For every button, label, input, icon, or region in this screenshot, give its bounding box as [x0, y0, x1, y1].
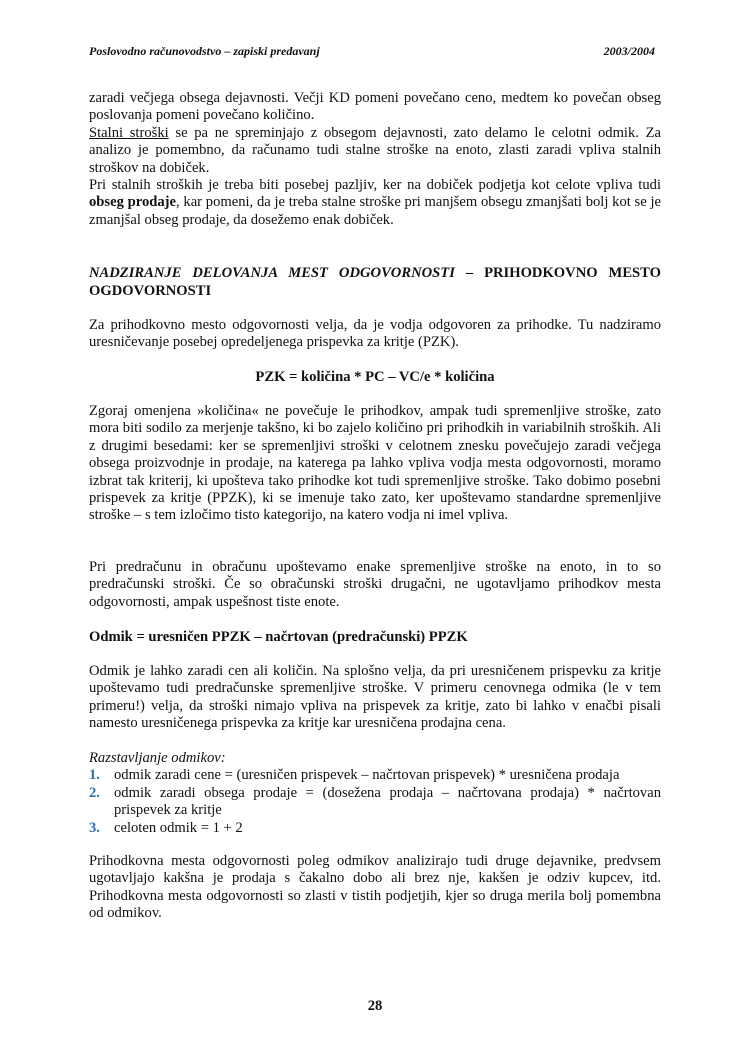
para-3: Pri predračunu in obračunu upoštevamo enake spremenljive stroške na enoto, in to so predračunski stroški. Če so obračunski stroški drugačni, ne ugotavljamo prihodkov mesta odgovornosti, ampak uspešnost tiste enote.: [89, 559, 661, 610]
odmiki-list: [89, 767, 661, 837]
formula-odmik: [89, 629, 661, 646]
obseg-prodaje-term: obseg prodaje: [89, 194, 176, 211]
para-1: Za prihodkovno mesto odgovornosti velja, da je vodja odgovoren za prihodke. Tu nadziramo uresničevanje posebej opredeljenega prispevka za kritje (PZK).: [89, 317, 661, 351]
paragraph-prihodkovna: [89, 853, 661, 923]
list-item: [89, 820, 661, 837]
formula-pzk: [89, 369, 661, 386]
pri-text-start: Pri stalnih stroških je treba biti posebej pazljiv, ker na dobiček podjetja kot celote vpliva tudi: [89, 177, 661, 194]
list-item: [89, 767, 661, 784]
para-4: Odmik je lahko zaradi cen ali količin. Na splošno velja, da pri uresničenem prispevku za kritje upoštevamo tudi predračunske spremenljive stroške. V primeru cenovnega odmika (le v tem primeru!) velja, da stroški nimajo vpliva na prispevek za kritje, zato bi lahko v enačbi pisali namesto uresničenega prispevka za kritje kar uresničena prodajna cena.: [89, 663, 661, 732]
list-item: [89, 785, 661, 820]
intro-paragraph: zaradi večjega obsega dejavnosti. Večji KD pomeni povečano ceno, medtem ko povečan obseg poslovanja pomeni povečano količino.: [89, 90, 661, 124]
paragraph-predracun: [89, 559, 661, 611]
formula-2: Odmik = uresničen PPZK – načrtovan (predračunski) PPZK: [89, 629, 468, 645]
stalni-stroski-term: Stalni stroški: [89, 124, 169, 141]
list-text: odmik zaradi obsega prodaje = (dosežena prodaja – načrtovana prodaja) * načrtovan prispevek za kritje: [114, 784, 661, 819]
pri-text-end: , kar pomeni, da je treba stalne stroške pri manjšem obsegu zmanjšati bolj kot se je zmanjšal obseg prodaje, da dosežemo enak dobiček.: [89, 194, 661, 228]
list-text: odmik zaradi cene = (uresničen prispevek – načrtovan prispevek) * uresničena prodaja: [114, 767, 620, 784]
section-heading-italic: NADZIRANJE DELOVANJA MEST ODGOVORNOSTI: [89, 265, 455, 281]
section-heading: [89, 264, 661, 300]
page-header: [89, 44, 661, 59]
header-year: 2003/2004: [603, 44, 655, 58]
intro-block: [89, 90, 661, 229]
list-number: 3.: [89, 819, 100, 836]
header-title: Poslovodno računovodstvo – zapiski predavanj: [89, 44, 320, 58]
pri-stalnih-paragraph: [89, 177, 661, 229]
stalni-text: se pa ne spreminjajo z obsegom dejavnosti, zato delamo le celotni odmik. Za analizo je pomembno, da računamo tudi stalne stroške na enoto, zlasti zaradi vpliva stalnih stroškov na dobiček.: [89, 124, 662, 176]
list-text: celoten odmik = 1 + 2: [114, 819, 243, 836]
list-title: Razstavljanje odmikov:: [89, 750, 226, 766]
page-number: 28: [367, 998, 383, 1014]
formula-1: PZK = količina * PC – VC/e * količina: [255, 369, 495, 385]
paragraph-kolicina: [89, 403, 661, 525]
para-2: Zgoraj omenjena »količina« ne povečuje le prihodkov, ampak tudi spremenljive stroške, zato mora biti sodilo za merjenje takšno, ki bo zajelo količino pri prihodkih in variabilnih stroških. Ali z drugimi besedami: ker se spremenljivi stroški v celotnem znesku povečujejo zaradi večjega obsega proizvodnje in prodaje, na katerega pa lahko vpliva vodja mesta odgovornosti, moramo izbrat tak kriterij, ki upošteva tako prihodke kot tudi spremenljive stroške. Tako dobimo posebni prispevek za kritje (PPZK), ki se imenuje tako zato, ker upoštevamo standardne spremenljive stroške – s tem izločimo tisto kategorijo, na katero vodja ni imel vpliva.: [89, 403, 661, 524]
list-number: 2.: [89, 784, 100, 801]
list-number: 1.: [89, 767, 100, 784]
stalni-paragraph: [89, 125, 661, 177]
paragraph-odmik: [89, 663, 661, 733]
paragraph-pzk-intro: [89, 317, 661, 352]
section-heading-rest: – PRIHODKOVNO MESTO OGDOVORNOSTI: [89, 265, 661, 299]
para-5: Prihodkovna mesta odgovornosti poleg odmikov analizirajo tudi druge dejavnike, predvsem ugotavljajo kakšna je prodaja s čakalno dobo ali brez nje, kakšen je odziv kupcev, itd. Prihodkovna mesta odgovornosti so zlasti v tistih podjetjih, kjer so druga merila bolj pomembna od odmikov.: [89, 853, 661, 922]
odmiki-list-block: [89, 750, 661, 837]
